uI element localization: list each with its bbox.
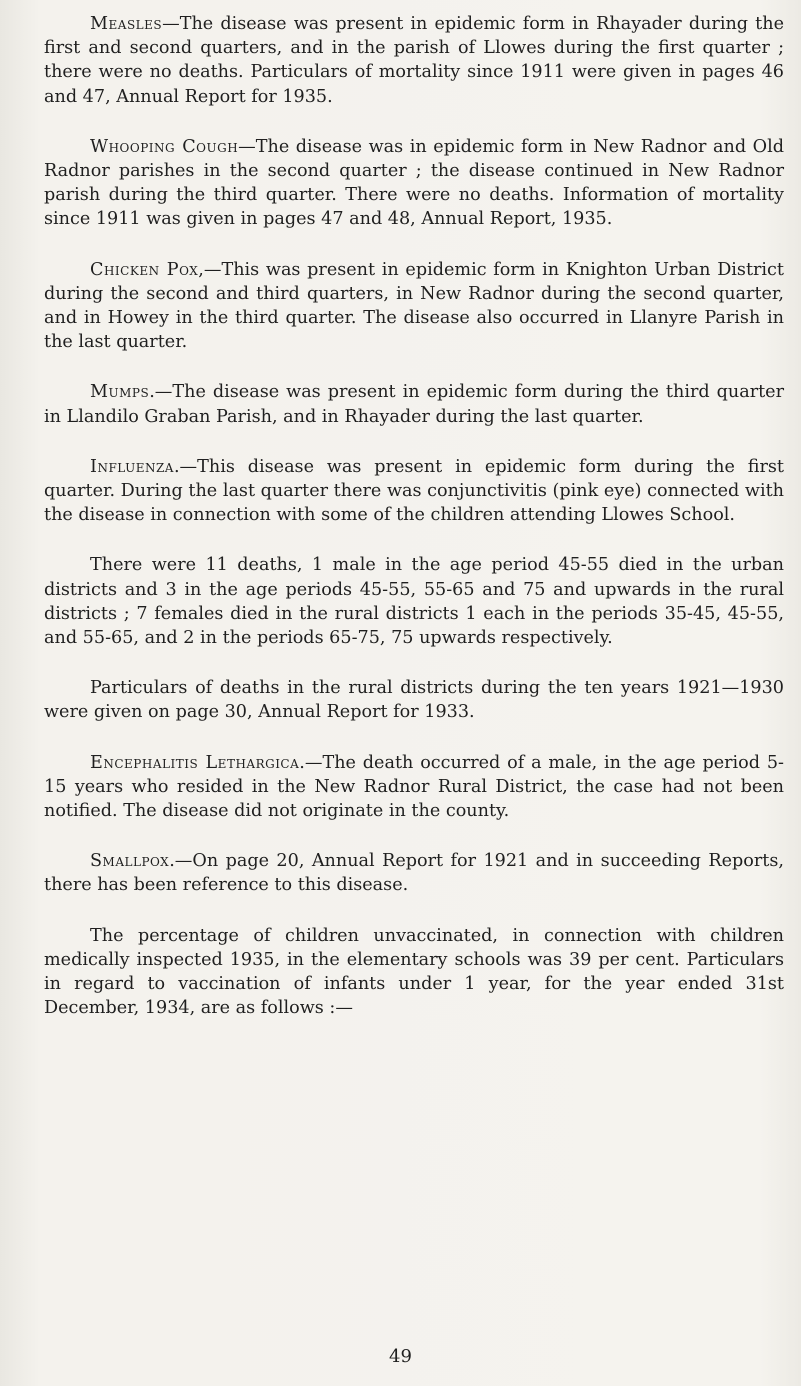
whooping-cough-text: —The disease was in epidemic form in New Radnor and Old Radnor parishes in the second quarter ; the disease continued in New Radnor parish during the third quarter. There were no deaths. Information of mortality since 1911 was given in pages 47 and 48, Annual Report, 1935.	[44, 136, 784, 230]
mumps-text: .—The disease was present in epidemic form during the third quarter in Llandilo Graban Parish, and in Rhayader during the last quarter.	[44, 382, 784, 427]
measles-heading: Measles	[90, 14, 163, 34]
rural-deaths-paragraph	[44, 676, 784, 724]
influenza-text: .—This disease was present in epidemic form during the first quarter. During the last quarter there was conjunctivitis (pink eye) connected with the disease in connection with some of the children attending Llowes School.	[44, 456, 784, 526]
page-number: 49	[389, 1346, 412, 1367]
chicken-pox-heading: Chicken Pox	[90, 259, 199, 280]
chicken-pox-text: ,—This was present in epidemic form in Knighton Urban District during the second and third quarters, in New Radnor during the second quarter, and in Howey in the third quarter. The disease also occurred in Llanyre Parish in the last quarter.	[44, 259, 784, 353]
measles-paragraph	[44, 12, 784, 109]
encephalitis-heading: Encephalitis Lethargica	[90, 752, 300, 773]
vaccination-text: The percentage of children unvaccinated, in connection with children medically inspected 1935, in the elementary schools was 39 per cent. Particulars in regard to vaccination of infants under 1 year, for the year ended 31st December, 1934, are as follows :—	[44, 925, 784, 1019]
smallpox-paragraph	[44, 849, 784, 897]
influenza-heading: Influenza	[90, 456, 174, 477]
chicken-pox-paragraph	[44, 258, 784, 355]
influenza-deaths-text: There were 11 deaths, 1 male in the age period 45-55 died in the urban districts and 3 in the age periods 45-55, 55-65 and 75 and upwards in the rural districts ; 7 females died in the rural districts 1 each in the periods 35-45, 45-55, and 55-65, and 2 in the periods 65-75, 75 upwards respectively.	[44, 555, 784, 649]
mumps-paragraph	[44, 380, 784, 428]
smallpox-text: .—On page 20, Annual Report for 1921 and in succeeding Reports, there has been reference to this disease.	[44, 851, 784, 896]
smallpox-heading: Smallpox	[90, 851, 170, 872]
mumps-heading: Mumps	[90, 382, 150, 403]
encephalitis-text: .—The death occurred of a male, in the age period 5-15 years who resided in the New Radnor Rural District, the case had not been notified. The disease did not originate in the county.	[44, 752, 784, 822]
influenza-paragraph	[44, 455, 784, 528]
encephalitis-paragraph	[44, 751, 784, 824]
whooping-cough-heading: Whooping Cough	[90, 136, 239, 157]
document-body	[44, 12, 784, 1047]
influenza-deaths-paragraph	[44, 553, 784, 650]
whooping-cough-paragraph	[44, 135, 784, 232]
vaccination-paragraph	[44, 924, 784, 1021]
rural-deaths-text: Particulars of deaths in the rural districts during the ten years 1921—1930 were given on page 30, Annual Report for 1933.	[44, 678, 784, 723]
measles-text: —The disease was present in epidemic form in Rhayader during the first and second quarters, and in the parish of Llowes during the first quarter ; there were no deaths. Particulars of mortality since 1911 were given in pages 46 and 47, Annual Report for 1935.	[44, 14, 784, 107]
